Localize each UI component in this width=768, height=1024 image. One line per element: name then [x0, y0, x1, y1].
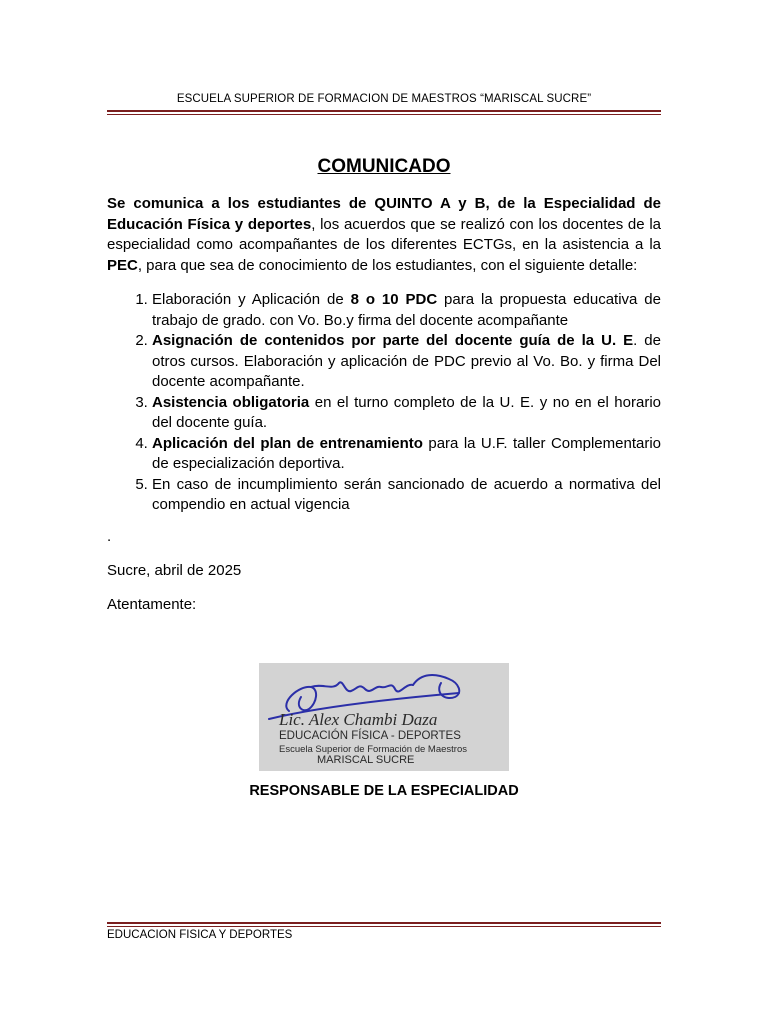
stamp-line3: MARISCAL SUCRE	[317, 754, 415, 766]
header-rule	[107, 110, 661, 115]
detail-list	[107, 290, 661, 516]
item-text: en el turno completo de la U. E. y no en el horario del docente guía.	[152, 393, 662, 431]
stamp-line2: Escuela Superior de Formación de Maestros	[279, 744, 467, 755]
item-text: . de otros cursos. Elaboración y aplicación de PDC previo al Vo. Bo. y firma Del docente acompañante.	[152, 332, 661, 390]
item-bold: Asistencia obligatoria	[152, 393, 310, 411]
item-bold: Aplicación del plan de entrenamiento	[152, 434, 423, 452]
header-institution: ESCUELA SUPERIOR DE FORMACION DE MAESTROS “MARISCAL SUCRE”	[176, 93, 592, 105]
intro-text-2: , para que sea de conocimiento de los estudiantes, con el siguiente detalle:	[137, 256, 638, 274]
item-text: En caso de incumplimiento serán sancionado de acuerdo a normativa del compendio en actual vigencia	[152, 475, 661, 513]
footer-rule	[107, 922, 661, 927]
item-text: para la U.F. taller Complementario de especialización deportiva.	[152, 434, 661, 472]
stray-dot: .	[107, 528, 112, 545]
list-item	[152, 475, 661, 516]
item-bold: 8 o 10 PDC	[350, 291, 438, 308]
list-item	[152, 434, 661, 475]
closing-line: Atentamente:	[107, 596, 197, 613]
stamp-svg	[259, 663, 509, 771]
list-item	[152, 290, 661, 331]
stamp-name: Lic. Alex Chambi Daza	[279, 710, 438, 729]
list-item	[152, 331, 661, 393]
intro-bold-1: Se comunica a los estudiantes de QUINTO A y B, de la Especialidad de Educación Física y deportes	[107, 195, 661, 233]
responsable-title: RESPONSABLE DE LA ESPECIALIDAD	[249, 783, 519, 799]
stamp-line1: EDUCACIÓN FÍSICA - DEPORTES	[279, 730, 461, 742]
intro-bold-2: PEC	[107, 256, 138, 274]
date-line: Sucre, abril de 2025	[107, 562, 242, 579]
document-title: COMUNICADO	[317, 156, 451, 177]
item-bold: Asignación de contenidos por parte del docente guía de la U. E	[152, 332, 634, 349]
list-item	[152, 393, 661, 434]
intro-text-1: , los acuerdos que se realizó con los docentes de la especialidad como acompañantes de los diferentes ECTGs, en la asistencia a la	[107, 215, 661, 253]
item-text: para la propuesta educativa de trabajo de grado. con Vo. Bo.y firma del docente acompañante	[152, 291, 661, 329]
item-text: Elaboración y Aplicación de	[152, 291, 351, 308]
signature-stamp	[259, 663, 509, 771]
footer-text: EDUCACION FISICA Y DEPORTES	[107, 929, 293, 941]
intro-paragraph	[107, 194, 661, 276]
